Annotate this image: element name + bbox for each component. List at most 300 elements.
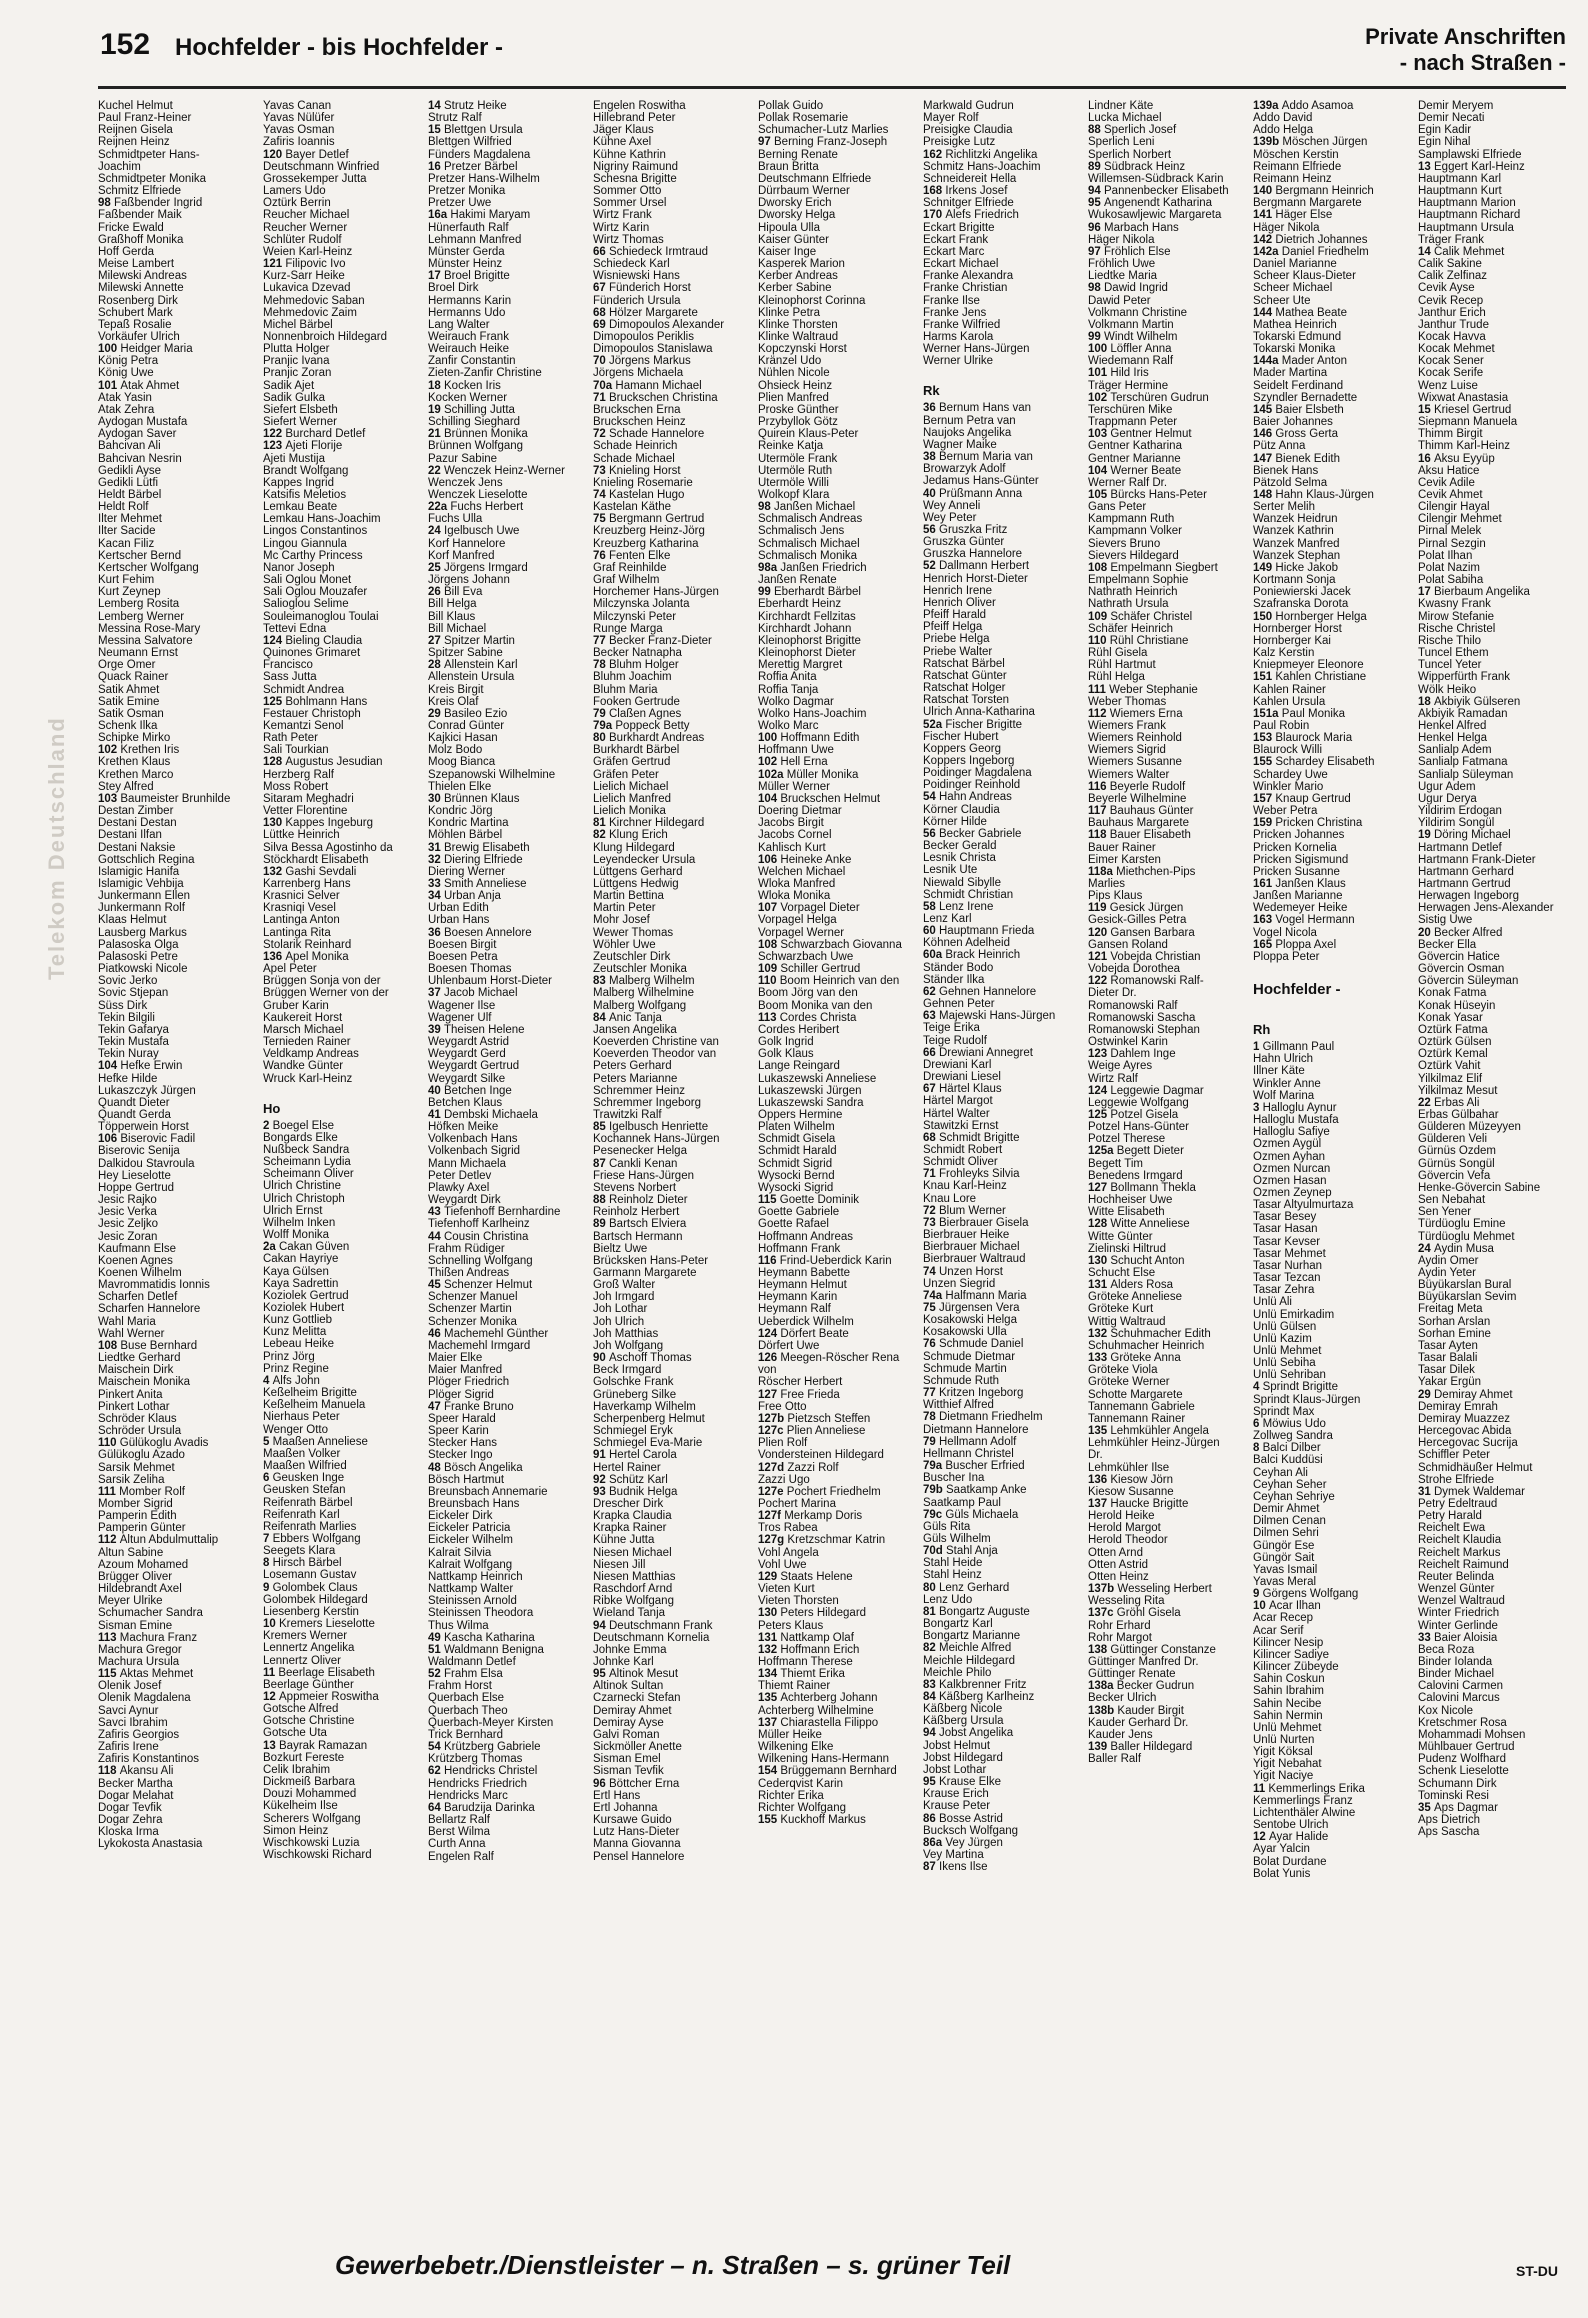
directory-entry: Betchen Klaus <box>428 1096 503 1109</box>
directory-entry: Reuter Belinda <box>1418 1570 1495 1583</box>
directory-entry: Vohl Angela <box>758 1546 819 1559</box>
page-number: 152 <box>100 28 151 61</box>
directory-entry: Bill Michael <box>428 622 487 635</box>
directory-entry: Pesenecker Helga <box>593 1145 687 1158</box>
directory-entry: 97 Fröhlich Else <box>1088 245 1171 258</box>
directory-entry: Kretschmer Rosa <box>1418 1716 1507 1729</box>
directory-entry: Knieling Rosemarie <box>593 476 693 489</box>
directory-entry: Plöger Sigrid <box>428 1388 494 1401</box>
directory-entry: Dietmann Hannelore <box>923 1423 1029 1436</box>
directory-entry: Krasnici Selver <box>263 890 340 903</box>
directory-entry: 88 Reinholz Dieter <box>593 1194 688 1207</box>
directory-entry: Joh Lothar <box>593 1303 648 1316</box>
directory-entry: Cevik Recep <box>1418 294 1484 307</box>
directory-entry: Kühne Axel <box>593 136 652 149</box>
house-number: 155 <box>1253 756 1276 769</box>
house-number: 101 <box>1088 367 1111 380</box>
directory-entry: Binder Iolanda <box>1418 1656 1493 1668</box>
directory-entry: 113 Cordes Christa <box>758 1011 857 1024</box>
directory-entry: 26 Bill Eva <box>428 586 483 599</box>
directory-entry: Schade Michael <box>593 452 675 465</box>
house-number: 58 <box>923 900 939 913</box>
directory-entry: Nußbeck Sandra <box>263 1143 350 1156</box>
directory-entry: 118a Miethchen-Pips <box>1088 865 1196 878</box>
directory-entry: 20 Becker Alfred <box>1418 926 1503 939</box>
directory-entry: Kappes Ingrid <box>263 476 334 489</box>
house-number: 98 <box>1088 282 1104 295</box>
directory-entry: Vieten Kurt <box>758 1583 815 1596</box>
directory-entry: Pütz Anna <box>1253 440 1306 453</box>
directory-entry: Dworsky Erich <box>758 197 832 210</box>
directory-entry: 157 Knaup Gertrud <box>1253 792 1351 805</box>
directory-entry: Prinz Regine <box>263 1362 329 1375</box>
directory-entry: Ünlü Kazim <box>1253 1332 1312 1345</box>
directory-entry: Häger Nikola <box>1088 233 1155 246</box>
directory-column <box>1253 100 1413 2220</box>
directory-entry: Wewer Thomas <box>593 926 674 939</box>
directory-entry: Gövercin Vefa <box>1418 1169 1491 1182</box>
directory-entry: Kocak Mehmet <box>1418 343 1495 356</box>
house-number: 127c <box>758 1425 787 1438</box>
house-number: 130 <box>263 817 286 830</box>
directory-entry: Mc Carthy Princess <box>263 549 363 562</box>
directory-entry: Kertscher Wolfgang <box>98 561 199 574</box>
house-number: 125a <box>1088 1145 1117 1158</box>
directory-entry: Kocak Sener <box>1418 355 1484 368</box>
directory-entry: Tuncel Ethem <box>1418 647 1489 660</box>
directory-entry: Machura Ursula <box>98 1656 180 1668</box>
directory-entry: Henrich Oliver <box>923 596 996 609</box>
directory-entry: 22a Fuchs Herbert <box>428 501 524 514</box>
page-header <box>0 0 1588 100</box>
directory-entry: 109 Schiller Gertrud <box>758 963 861 976</box>
directory-entry: 122 Burchard Detlef <box>263 428 366 441</box>
directory-entry: Pensel Hannelore <box>593 1850 685 1863</box>
directory-entry: 146 Gross Gerta <box>1253 428 1339 441</box>
directory-entry: Winkler Anne <box>1253 1077 1321 1090</box>
house-number: 19 <box>428 403 444 416</box>
directory-entry: Wilkening Hans-Hermann <box>758 1753 890 1766</box>
directory-entry: Lantinga Rita <box>263 926 331 939</box>
directory-entry: Sperlich Norbert <box>1088 148 1172 161</box>
directory-entry: Reichelt Raimund <box>1418 1558 1509 1571</box>
directory-entry: Heldt Bärbel <box>98 489 162 501</box>
directory-entry: Stey Alfred <box>98 780 154 793</box>
house-number: 127 <box>758 1388 781 1401</box>
directory-entry: Allenstein Ursula <box>428 671 515 684</box>
house-number: 141 <box>1253 209 1276 222</box>
directory-entry: Sentobe Ulrich <box>1253 1819 1329 1832</box>
house-number: 151a <box>1253 707 1282 720</box>
directory-entry: Kühne Jutta <box>593 1534 655 1547</box>
directory-entry: 108 Schwarzbach Giovanna <box>758 938 902 951</box>
directory-entry: Kniepmeyer Eleonore <box>1253 659 1364 672</box>
directory-entry: Lüttke Heinrich <box>263 829 340 842</box>
house-number: 36 <box>923 402 939 415</box>
directory-entry: Hefke Hilde <box>98 1072 158 1085</box>
directory-entry: Klinke Petra <box>758 306 821 319</box>
directory-entry: Graf Wilhelm <box>593 574 660 587</box>
directory-entry: Schotte Margarete <box>1088 1388 1183 1401</box>
directory-entry: Ceyhan Sehriye <box>1253 1490 1335 1503</box>
directory-entry: Freitag Meta <box>1418 1303 1483 1316</box>
house-number: 14 <box>428 100 444 112</box>
directory-entry: Kastelan Käthe <box>593 501 672 514</box>
directory-entry: Meyer Ulrike <box>98 1595 163 1608</box>
directory-entry: 62 Gehnen Hannelore <box>923 985 1037 998</box>
house-number: 16 <box>428 160 444 173</box>
directory-entry: Öztürk Gülsen <box>1418 1036 1492 1049</box>
directory-entry: Dworsky Helga <box>758 209 836 222</box>
house-number: 117 <box>1088 805 1110 818</box>
directory-entry: Gröteke Kurt <box>1088 1303 1154 1316</box>
directory-entry: Kortmann Sonja <box>1253 574 1336 587</box>
directory-entry: Özmen Zeynep <box>1253 1186 1332 1199</box>
directory-column <box>1418 100 1568 2220</box>
directory-entry: Zeutschler Monika <box>593 963 687 976</box>
directory-entry: Schmalisch Jens <box>758 525 845 538</box>
directory-entry: 33 Baier Aloisia <box>1418 1631 1498 1644</box>
directory-entry: Quinones Grimaret <box>263 647 361 660</box>
directory-entry: Franke Jens <box>923 306 987 319</box>
house-number: 13 <box>263 1739 279 1752</box>
directory-entry: 37 Jacob Michael <box>428 987 518 1000</box>
house-number: 87 <box>923 1861 939 1874</box>
house-number: 137 <box>758 1716 781 1729</box>
directory-entry: Wischkowski Richard <box>263 1849 372 1862</box>
directory-entry: Koenen Agnes <box>98 1254 173 1267</box>
directory-entry: Wanzek Manfred <box>1253 537 1340 550</box>
directory-entry: Weygardt Astrid <box>428 1036 509 1049</box>
directory-entry: Petry Harald <box>1418 1510 1482 1523</box>
directory-entry: Träger Hermine <box>1088 379 1169 392</box>
directory-entry: 16 Pretzer Bärbel <box>428 160 518 173</box>
directory-entry: Wruck Karl-Heinz <box>263 1072 353 1085</box>
house-number: 94 <box>593 1619 609 1632</box>
house-number: 101 <box>98 379 121 392</box>
directory-entry: Öztürk Kemal <box>1418 1048 1488 1061</box>
house-number: 144a <box>1253 355 1282 368</box>
directory-entry: Süss Dirk <box>98 999 148 1012</box>
directory-entry: Pirnal Sezgin <box>1418 537 1486 550</box>
directory-entry: Johnke Emma <box>593 1643 667 1656</box>
house-number: 132 <box>1088 1327 1111 1340</box>
directory-entry: Gruszka Hannelore <box>923 548 1023 561</box>
directory-entry: Sovic Jerko <box>98 975 158 988</box>
directory-entry: Janthur Erich <box>1418 306 1486 319</box>
house-number: 125 <box>263 695 286 708</box>
directory-entry: Nattkamp Walter <box>428 1583 514 1596</box>
directory-entry: 100 Hoffmann Edith <box>758 732 860 745</box>
directory-entry: Ünlü Mehmet <box>1253 1721 1322 1734</box>
directory-entry: Sahin Necibe <box>1253 1697 1322 1710</box>
directory-entry: Braun Britta <box>758 160 819 173</box>
directory-entry: Schmidt Gisela <box>758 1133 836 1146</box>
directory-entry: 95 Altinok Mesut <box>593 1668 679 1681</box>
directory-entry: Thimm Karl-Heinz <box>1418 440 1511 453</box>
directory-entry: 123 Ajeti Florije <box>263 440 343 453</box>
directory-entry: Leggewie Wolfgang <box>1088 1096 1189 1109</box>
directory-entry: Schnitger Elfriede <box>923 197 1014 210</box>
directory-entry: Groß Walter <box>593 1279 656 1292</box>
directory-entry: Heldt Rolf <box>98 501 149 514</box>
directory-entry: Meichle Philo <box>923 1666 992 1679</box>
directory-entry: Tokarski Monika <box>1253 343 1336 356</box>
directory-entry: 125a Begett Dieter <box>1088 1145 1184 1158</box>
directory-entry: Ratschat Torsten <box>923 694 1010 707</box>
house-number: 9 <box>1253 1588 1263 1601</box>
directory-entry: Heymann Ralf <box>758 1303 831 1316</box>
house-number: 88 <box>1088 124 1104 137</box>
directory-entry: Brünnen Wolfgang <box>428 440 524 453</box>
directory-entry: Sorhan Emine <box>1418 1327 1491 1340</box>
directory-entry: 22 Erbas Ali <box>1418 1096 1480 1109</box>
directory-entry: Trick Bernhard <box>428 1728 503 1741</box>
directory-entry: Horchemer Hans-Jürgen <box>593 586 719 599</box>
directory-entry: Köhnen Adelheid <box>923 937 1010 950</box>
house-number: 123 <box>1088 1048 1111 1061</box>
directory-entry: Messina Rose-Mary <box>98 622 201 635</box>
directory-entry: Douzi Mohammed <box>263 1788 357 1801</box>
directory-entry: Achterberg Wilhelmine <box>758 1704 874 1717</box>
directory-entry: Wiemers Walter <box>1088 768 1170 781</box>
directory-entry: Gesick-Gilles Petra <box>1088 914 1187 927</box>
directory-entry: Hartmann Gerhard <box>1418 865 1514 878</box>
directory-entry: Kilincer Sadiye <box>1253 1648 1330 1661</box>
directory-entry: Hauptmann Richard <box>1418 209 1521 222</box>
house-number: 17 <box>428 270 444 283</box>
house-number: 102 <box>758 756 781 769</box>
directory-entry: Scheer Michael <box>1253 282 1333 295</box>
directory-entry: Kurz-Sarr Heike <box>263 270 345 283</box>
directory-entry: 74 Kastelan Hugo <box>593 489 685 501</box>
directory-entry: Güttinger Renate <box>1088 1668 1176 1681</box>
house-number: 29 <box>428 707 444 720</box>
directory-entry: Wenzel Waltraud <box>1418 1595 1505 1608</box>
house-number: 32 <box>428 853 444 866</box>
directory-entry: 99 Windt Wilhelm <box>1088 330 1178 343</box>
directory-entry: Maischein Monika <box>98 1376 191 1389</box>
house-number: 11 <box>1253 1782 1269 1795</box>
directory-entry: Heymann Helmut <box>758 1279 847 1292</box>
directory-entry: Kühne Kathrin <box>593 148 666 161</box>
directory-entry: Frahm Horst <box>428 1680 492 1693</box>
house-number: 129 <box>758 1570 781 1583</box>
directory-entry: Gülderen Veli <box>1418 1133 1488 1146</box>
section-title <box>1365 24 1566 76</box>
directory-entry: Werner Hans-Jürgen <box>923 343 1030 356</box>
house-number: 120 <box>263 148 286 161</box>
directory-entry: 79a Buscher Erfried <box>923 1460 1025 1473</box>
house-number: 97 <box>1088 245 1104 258</box>
directory-entry: Pfeiff Harald <box>923 609 987 622</box>
directory-entry: Destani Destan <box>98 817 177 830</box>
directory-entry: Wolkopf Klara <box>758 489 830 501</box>
house-number: 96 <box>1088 221 1104 234</box>
directory-entry: Paul Robin <box>1253 719 1310 732</box>
house-number: 41 <box>428 1108 444 1121</box>
house-number: 20 <box>1418 926 1434 939</box>
directory-entry: Weygardt Gerd <box>428 1048 506 1061</box>
directory-entry: Reijnen Gisela <box>98 124 173 137</box>
directory-entry: Lemberg Rosita <box>98 598 180 611</box>
directory-entry: Boom Monika van den <box>758 999 873 1012</box>
house-number: 124 <box>1088 1084 1111 1097</box>
directory-entry: Kreis Birgit <box>428 683 484 696</box>
directory-entry: Weygardt Gertrud <box>428 1060 520 1073</box>
house-number: 70 <box>593 355 609 368</box>
directory-entry: Ünlü Emirkadim <box>1253 1308 1335 1321</box>
directory-entry: Vorpagel Werner <box>758 926 845 939</box>
directory-entry: 84 Käßberg Karlheinz <box>923 1691 1035 1703</box>
directory-entry: Grossekemper Jutta <box>263 172 367 185</box>
directory-entry: Calovini Marcus <box>1418 1692 1500 1705</box>
directory-entry: Hoffmann Uwe <box>758 744 834 757</box>
house-number: 75 <box>593 513 609 526</box>
directory-entry: Sanlialp Fatmana <box>1418 756 1508 769</box>
house-number: 80 <box>593 732 609 745</box>
directory-entry: Momber Sigrid <box>98 1497 173 1510</box>
directory-entry: 127c Plien Anneliese <box>758 1425 866 1438</box>
side-watermark: Telekom Deutschland <box>44 716 69 980</box>
directory-entry: Drewiani Liesel <box>923 1071 1001 1084</box>
directory-entry: Broel Dirk <box>428 282 479 295</box>
house-number: 161 <box>1253 878 1276 890</box>
directory-entry: Machemehl Irmgard <box>428 1339 531 1352</box>
directory-entry: Tasar Altyulmurtaza <box>1253 1199 1354 1212</box>
directory-entry: Hauptmann Ursula <box>1418 221 1514 234</box>
directory-entry: Drewiani Karl <box>923 1058 992 1071</box>
directory-entry: 89 Bartsch Elviera <box>593 1218 687 1231</box>
directory-entry: Hendricks Friedrich <box>428 1777 528 1790</box>
directory-entry: Silva Bessa Agostinho da <box>263 841 393 854</box>
directory-entry: Prinz Jörg <box>263 1350 315 1363</box>
house-number: 4 <box>1253 1381 1263 1394</box>
directory-entry: Gentner Marianne <box>1088 452 1181 465</box>
directory-entry: Schiffler Peter <box>1418 1449 1491 1462</box>
directory-entry: 33 Smith Anneliese <box>428 878 527 890</box>
directory-entry: Heymann Karin <box>758 1291 838 1304</box>
house-number: 168 <box>923 185 946 198</box>
directory-entry: Ertl Johanna <box>593 1801 658 1814</box>
directory-entry: Gräfen Gertrud <box>593 756 671 769</box>
house-number: 2 <box>263 1119 273 1132</box>
directory-entry: 70d Stahl Anja <box>923 1545 998 1558</box>
directory-entry: Weber Thomas <box>1088 695 1167 708</box>
directory-entry: 154 Brüggemann Bernhard <box>758 1765 897 1778</box>
house-number: 16 <box>1418 452 1434 465</box>
directory-entry: Yavas Nülüfer <box>263 112 335 125</box>
directory-entry: 121 Vobejda Christian <box>1088 950 1201 963</box>
directory-entry: Kremers Werner <box>263 1630 348 1643</box>
house-number: 102 <box>1088 391 1111 404</box>
directory-entry: Samplawski Elfriede <box>1418 148 1522 161</box>
directory-entry: Joh Matthias <box>593 1327 659 1340</box>
directory-entry: 111 Momber Rolf <box>98 1485 185 1498</box>
spacer <box>1253 963 1413 969</box>
directory-entry: Engelen Roswitha <box>593 100 686 112</box>
house-number: 83 <box>593 975 609 988</box>
house-number: 1 <box>1253 1041 1263 1054</box>
directory-entry: Calik Sakine <box>1418 258 1482 271</box>
directory-entry: Speer Harald <box>428 1412 496 1425</box>
directory-entry: Schumacher-Lutz Marlies <box>758 124 889 137</box>
directory-entry: 153 Blaurock Maria <box>1253 732 1353 745</box>
directory-entry: Pfeiff Helga <box>923 621 983 634</box>
directory-entry: Waldmann Detlef <box>428 1656 516 1668</box>
directory-entry: Schmalisch Andreas <box>758 513 863 526</box>
house-number: 83 <box>923 1678 939 1691</box>
directory-entry: 31 Dymek Waldemar <box>1418 1485 1525 1498</box>
directory-entry: Brüggen Werner von der <box>263 987 389 1000</box>
directory-entry: Wenczek Lieselotte <box>428 489 528 501</box>
house-number: 103 <box>98 792 121 805</box>
directory-entry: Polat Ilhan <box>1418 549 1473 562</box>
directory-entry: Jobst Helmut <box>923 1739 991 1752</box>
directory-entry: Biserovic Senija <box>98 1145 180 1158</box>
directory-entry: Wirtz Thomas <box>593 233 664 246</box>
directory-entry: Schardey Uwe <box>1253 768 1328 781</box>
directory-entry: Wirtz Frank <box>593 209 652 222</box>
house-number: 115 <box>98 1668 120 1681</box>
directory-entry: Gräfen Peter <box>593 768 659 781</box>
directory-entry: Bauhaus Margarete <box>1088 817 1190 830</box>
house-number: 74a <box>923 1289 946 1302</box>
directory-entry: Wesseling Rita <box>1088 1595 1165 1608</box>
directory-entry: Bernum Petra van <box>923 414 1016 427</box>
directory-entry: Wöhler Uwe <box>593 938 656 951</box>
directory-entry: Potzel Hans-Günter <box>1088 1121 1189 1134</box>
directory-entry: Wenz Luise <box>1418 379 1478 392</box>
directory-entry: Witthief Alfred <box>923 1399 994 1412</box>
directory-entry: Lantinga Anton <box>263 914 340 927</box>
directory-entry: 68 Schmidt Brigitte <box>923 1131 1020 1144</box>
directory-entry: Ayar Yalcin <box>1253 1843 1310 1856</box>
directory-entry: Gans Peter <box>1088 501 1147 514</box>
directory-entry: Begett Tim <box>1088 1157 1143 1170</box>
house-number: 94 <box>1088 185 1104 198</box>
directory-entry: Zielinski Hiltrud <box>1088 1242 1166 1255</box>
directory-entry: Korf Manfred <box>428 549 495 562</box>
directory-entry: 127b Pietzsch Steffen <box>758 1412 871 1425</box>
directory-entry: Cilengir Hayal <box>1418 501 1490 514</box>
directory-entry: Sisman Tevfik <box>593 1765 664 1778</box>
directory-entry: Schiedeck Karl <box>593 258 670 271</box>
house-number: 128 <box>263 756 286 769</box>
house-number: 116 <box>1088 780 1110 793</box>
house-number: 77 <box>923 1387 939 1400</box>
house-number: 16a <box>428 209 451 222</box>
house-number: 81 <box>593 817 609 830</box>
directory-entry: Kreis Olaf <box>428 695 479 708</box>
directory-entry: Graf Reinhilde <box>593 561 667 574</box>
directory-entry: Kwasny Frank <box>1418 598 1491 611</box>
house-number: 118 <box>1088 829 1110 842</box>
directory-entry: 80 Lenz Gerhard <box>923 1581 1010 1594</box>
directory-entry: Olenik Magdalena <box>98 1692 191 1705</box>
directory-entry: Destani Naksie <box>98 841 176 854</box>
directory-entry: Destan Zimber <box>98 805 174 818</box>
directory-entry: Wisniewski Hans <box>593 270 680 283</box>
directory-entry: Ulrich Ernst <box>263 1204 323 1217</box>
directory-entry: Lesnik Ute <box>923 864 978 877</box>
house-number: 10 <box>1253 1600 1269 1613</box>
directory-entry: Schmitz Elfriede <box>98 185 182 198</box>
directory-entry: Plien Rolf <box>758 1437 808 1450</box>
directory-entry: Wolko Marc <box>758 719 819 732</box>
directory-entry: Kaya Gülsen <box>263 1265 329 1278</box>
house-number: 8 <box>263 1557 273 1570</box>
